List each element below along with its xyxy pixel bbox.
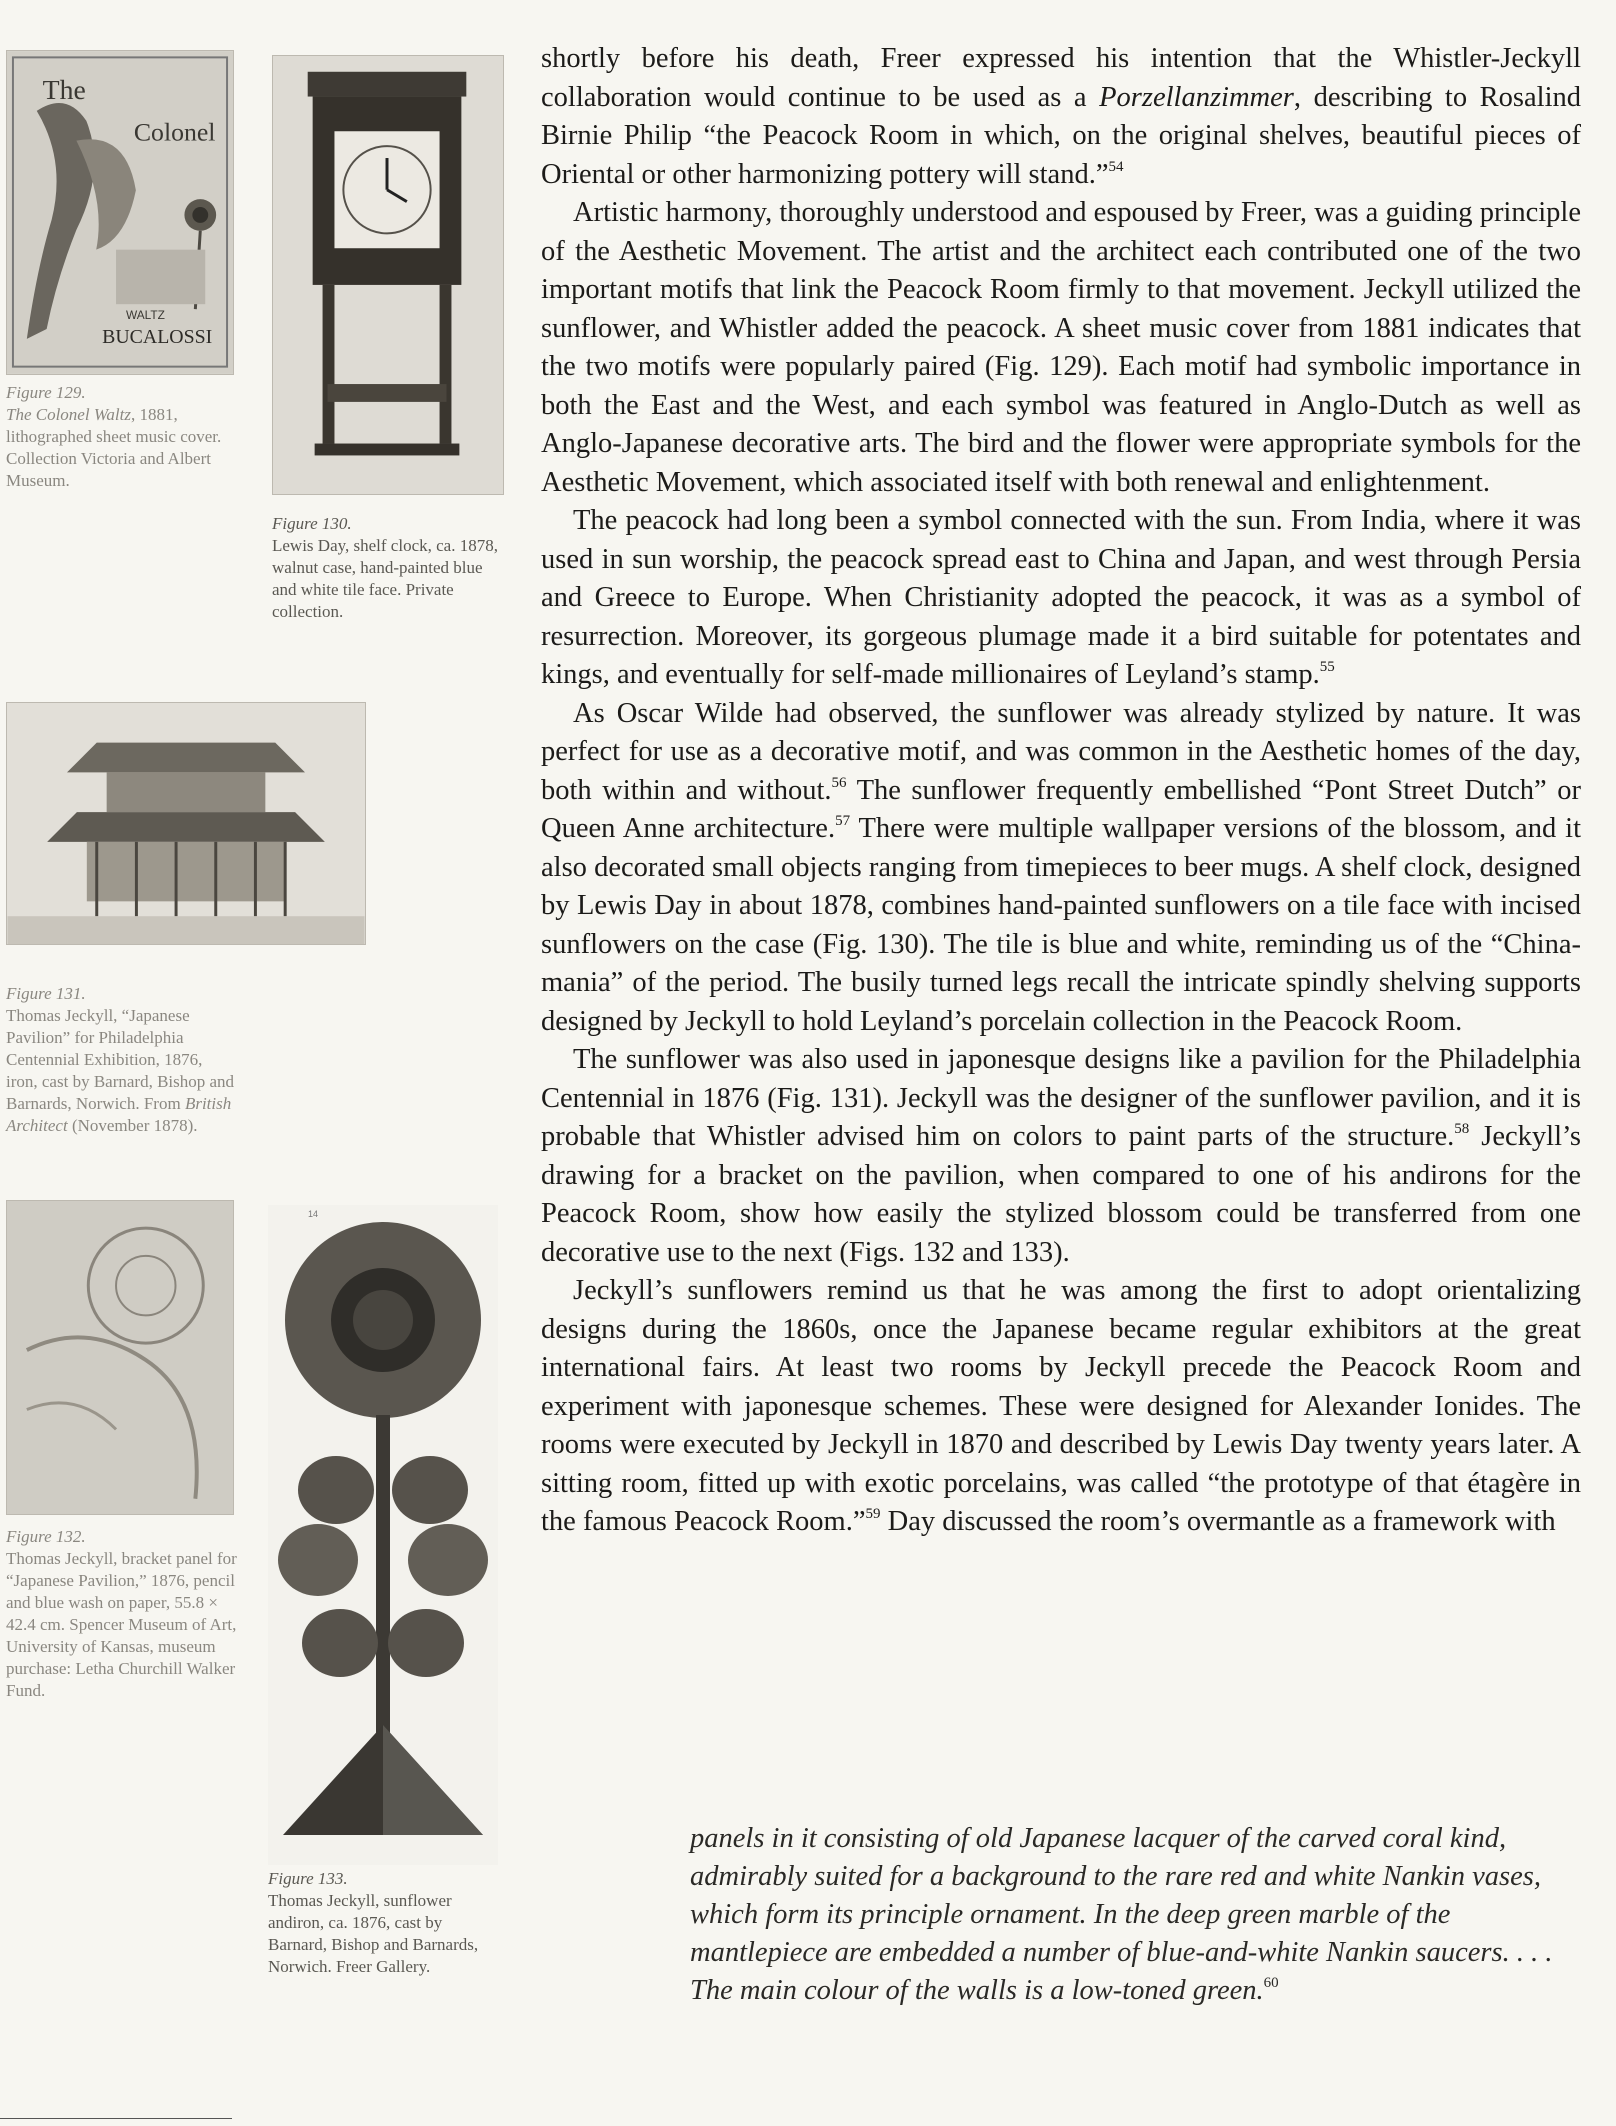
body-text — [541, 40, 1581, 1542]
svg-text:Colonel: Colonel — [133, 117, 216, 147]
caption-text: Thomas Jeckyll, sunflower andiron, ca. 1876, cast by Barnard, Bishop and Barnards, Norwich. Freer Gallery. — [268, 1891, 479, 1976]
figure-label: Figure 129. — [6, 383, 86, 402]
figure-129-image — [6, 50, 234, 375]
paragraph-5: The sunflower was also used in japonesque designs like a pavilion for the Philadelphia Centennial in 1876 (Fig. 131). Jeckyll was the designer of the sunflower pavilion, and it is probable that Whistler advised him on colors to paint parts of the structure.$^{58}$ Jeckyll’s drawing for a bracket on the pavilion, when compared to one of his andirons for the Peacock Room, show how easily the stylized blossom could be transferred from one decorative use to the next (Figs. 132 and 133). — [541, 1044, 1581, 1268]
footnote-ref: 57 — [835, 813, 851, 829]
footnote-ref: 56 — [831, 774, 847, 791]
footnote-ref: 60 — [1263, 1975, 1279, 1991]
paragraph-2: Artistic harmony, thoroughly understood and espoused by Freer, was a guiding principle of the Aesthetic Movement. The artist and the architect each contributed one of the two important motifs that link the Peacock Room firmly to that movement. Jeckyll utilized the sunflower, and Whistler added the peacock. A sheet music cover from 1881 indicates that the two motifs were popularly paired (Fig. 129). Each motif had symbolic importance in both the East and the West, and each symbol was featured in Anglo-Dutch as well as Anglo-Japanese decorative arts. The bird and the flower were appropriate symbols for the Aesthetic Movement, which associated itself with both renewal and enlightenment. — [541, 197, 1581, 498]
figure-129-caption — [6, 382, 232, 492]
footnote-ref: 58 — [1454, 1121, 1470, 1137]
paragraph-4: As Oscar Wilde had observed, the sunflower was already stylized by nature. It was perfect for use as a decorative motif, and was common in the Aesthetic homes of the day, both within and without.$^{56}$ The sunflower frequently embellished “Pont Street Dutch” or Queen Anne architecture.$^{57}$ There were multiple wallpaper versions of the blossom, and it also decorated small objects ranging from timepieces to beer mugs. A shelf clock, designed by Lewis Day in about 1878, combines hand-painted sunflowers on a tile face with incised sunflowers on the case (Fig. 130). The tile is blue and white, reminding us of the “China-mania” of the period. The busily turned legs recall the intricate spindly shelving supports designed by Jeckyll to hold Leyland’s porcelain collection in the Peacock Room. — [541, 697, 1581, 1037]
caption-title: British Architect — [6, 1094, 232, 1135]
footnote-ref: 54 — [1108, 158, 1124, 175]
caption-text-end: (November 1878). — [67, 1116, 198, 1135]
paragraph-6: Jeckyll’s sunflowers remind us that he was among the first to adopt orientalizing designs during the 1860s, once the Japanese became regular exhibitors at the great international fairs. At least two rooms by Jeckyll precede the Peacock Room and experiment with japonesque schemes. These were designed for Alexander Ionides. The rooms were executed by Jeckyll in 1870 and described by Lewis Day twenty years later. A sitting room, fitted up with exotic porcelains, was called “the prototype of that étagère in the famous Peacock Room.”$^{59}$ Day discussed the room’s overmantle as a framework with — [541, 1275, 1581, 1537]
caption-title: The Colonel Waltz — [6, 405, 131, 424]
paragraph-1: shortly before his death, Freer expressed his intention that the Whistler-Jeckyll collaboration would continue to be used as a Porzellanzimmer, describing to Rosalind Birnie Philip “the Peacock Room in which, on the original shelves, beautiful pieces of Oriental or other harmonizing pottery will stand.”$^{54}$ — [541, 43, 1581, 190]
svg-text:WALTZ: WALTZ — [125, 308, 165, 323]
sunflower-andiron-illustration — [268, 1205, 498, 1865]
svg-text:The: The — [42, 75, 86, 107]
footnote-rule — [0, 2118, 232, 2119]
sheet-music-cover-illustration — [7, 51, 233, 374]
corner-mark: 14 — [308, 1209, 319, 1219]
quote-text: panels in it consisting of old Japanese lacquer of the carved coral kind, admirably suited for a background to the rare red and white Nankin vases, which form its principle ornament. In the deep green marble of the mantlepiece are embedded a number of blue-and-white Nankin saucers. . . . The main colour of the walls is a low-toned green. — [690, 1823, 1553, 2006]
figure-131-image — [6, 702, 366, 945]
caption-text: Thomas Jeckyll, “Japanese Pavilion” for Philadelphia Centennial Exhibition, 1876, iron, cast by Barnard, Bishop and Barnards, Norwich. From — [6, 1006, 235, 1113]
caption-text: Thomas Jeckyll, bracket panel for “Japanese Pavilion,” 1876, pencil and blue wash on paper, 55.8 × 42.4 cm. Spencer Museum of Art, University of Kansas, museum purchase: Letha Churchill Walker Fund. — [6, 1549, 237, 1700]
caption-text: Lewis Day, shelf clock, ca. 1878, walnut case, hand-painted blue and white tile face. Private collection. — [272, 536, 498, 621]
footnote-ref: 59 — [865, 1506, 881, 1522]
figure-label: Figure 133. — [268, 1869, 348, 1888]
footnote-ref: 55 — [1319, 659, 1335, 675]
figure-131-caption — [6, 983, 238, 1137]
caption-text: , 1881, lithographed sheet music cover. Collection Victoria and Albert Museum. — [6, 405, 222, 490]
figure-133-image — [268, 1205, 498, 1865]
figure-130-caption — [272, 513, 504, 623]
figure-130-image — [272, 55, 504, 495]
figure-132-caption — [6, 1526, 238, 1702]
figure-132-image — [6, 1200, 234, 1515]
block-quote — [690, 1820, 1570, 2010]
svg-text:BUCALOSSI: BUCALOSSI — [102, 325, 213, 348]
japanese-pavilion-illustration — [7, 703, 365, 944]
bracket-panel-drawing — [7, 1201, 233, 1514]
paragraph-3: The peacock had long been a symbol connected with the sun. From India, where it was used in sun worship, the peacock spread east to China and Japan, and west through Persia and Greece to Europe. When Christianity adopted the peacock, it was as a symbol of resurrection. Moreover, its gorgeous plumage made it a bird suitable for potentates and kings, and eventually for self-made millionaires of Leyland’s stamp.$^{55}$ — [541, 505, 1581, 690]
shelf-clock-illustration — [273, 56, 503, 494]
figure-label: Figure 130. — [272, 514, 352, 533]
figure-133-caption — [268, 1868, 500, 1978]
figure-label: Figure 131. — [6, 984, 86, 1003]
figure-label: Figure 132. — [6, 1527, 86, 1546]
